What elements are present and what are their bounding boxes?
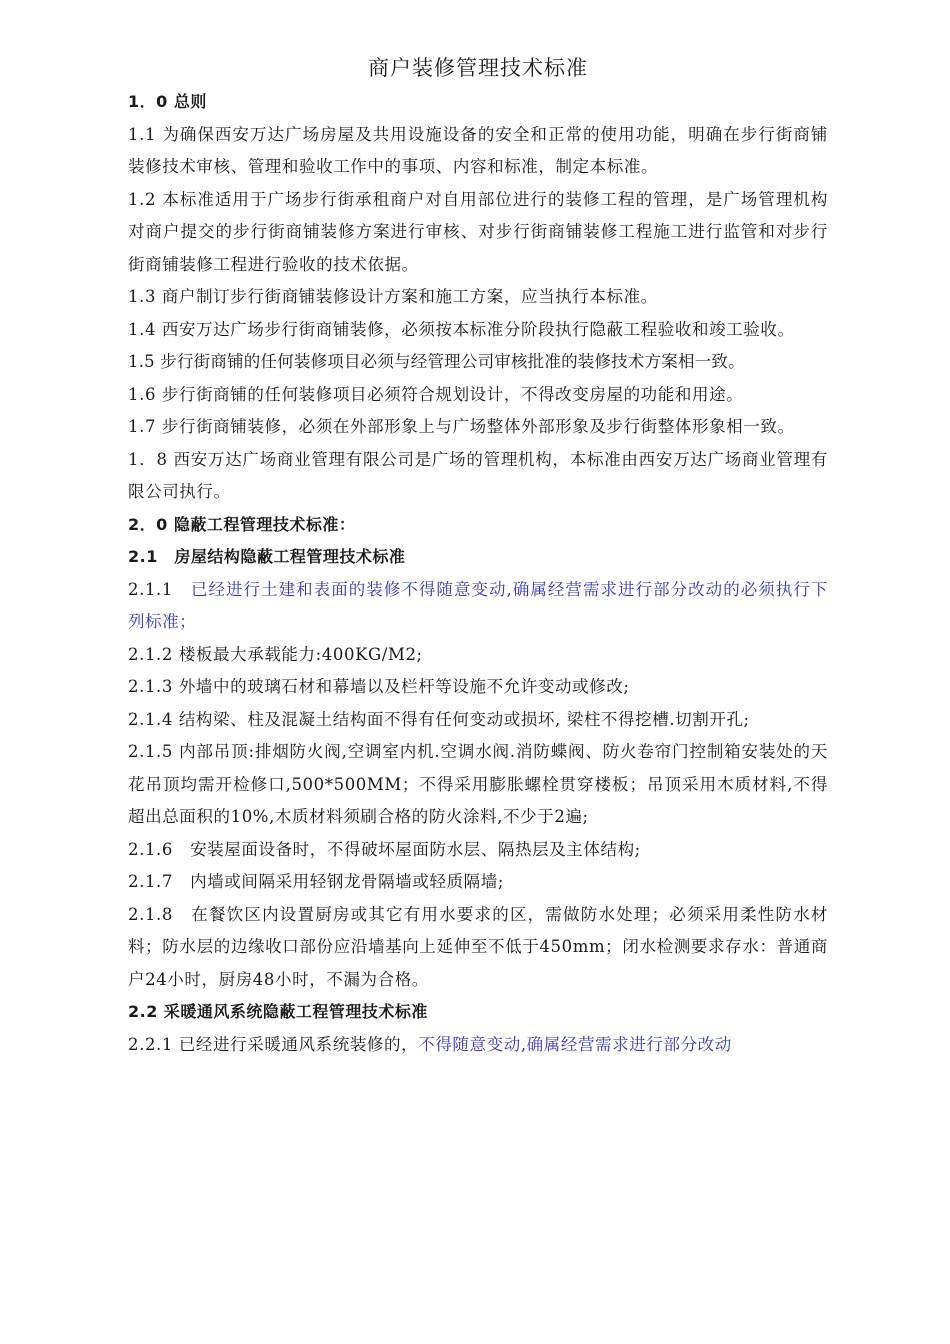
document-title: 商户装修管理技术标准 bbox=[368, 56, 588, 80]
section-1-heading: 1．0 总则 bbox=[128, 92, 207, 111]
paragraph-1-5: 1.5 步行街商铺的任何装修项目必须与经管理公司审核批准的装修技术方案相一致。 bbox=[128, 352, 745, 371]
paragraph-1-8: 1．8 西安万达广场商业管理有限公司是广场的管理机构，本标准由西安万达广场商业管理有限公司执行。 bbox=[128, 449, 828, 501]
paragraph-2-1-6: 2.1.6 安装屋面设备时，不得破坏屋面防水层、隔热层及主体结构; bbox=[128, 839, 641, 859]
paragraph-1-7: 1.7 步行街商铺装修，必须在外部形象上与广场整体外部形象及步行街整体形象相一致。 bbox=[128, 417, 795, 436]
paragraph-2-1-1-number: 2.1.1 bbox=[128, 579, 191, 599]
paragraph-2-1-1-text: 已经进行土建和表面的装修不得随意变动,确属经营需求进行部分改动的必须执行下列标准； bbox=[128, 579, 828, 631]
paragraph-2-2-1 bbox=[128, 1029, 828, 1062]
section-2-1-heading: 2.1 房屋结构隐蔽工程管理技术标准 bbox=[128, 547, 406, 566]
paragraph-1-6: 1.6 步行街商铺的任何装修项目必须符合规划设计，不得改变房屋的功能和用途。 bbox=[128, 384, 744, 404]
paragraph-2-1-7: 2.1.7 内墙或间隔采用轻钢龙骨隔墙或轻质隔墙; bbox=[128, 872, 505, 891]
paragraph-2-2-1-lead: 2.2.1 已经进行采暖通风系统装修的， bbox=[128, 1034, 419, 1054]
paragraph-1-4: 1.4 西安万达广场步行街商铺装修，必须按本标准分阶段执行隐蔽工程验收和竣工验收。 bbox=[128, 319, 795, 339]
section-2-2-heading: 2.2 采暖通风系统隐蔽工程管理技术标准 bbox=[128, 1002, 428, 1021]
paragraph-1-2: 1.2 本标准适用于广场步行街承租商户对自用部位进行的装修工程的管理，是广场管理机构对商户提交的步行街商铺装修方案进行审核、对步行街商铺装修工程施工进行监管和对步行街商铺装修工程进行验收的技术依据。 bbox=[128, 189, 828, 274]
paragraph-2-1-2: 2.1.2 楼板最大承载能力:400KG/M2; bbox=[128, 644, 423, 664]
document-page bbox=[128, 50, 828, 1061]
paragraph-1-1: 1.1 为确保西安万达广场房屋及共用设施设备的安全和正常的使用功能，明确在步行街商铺装修技术审核、管理和验收工作中的事项、内容和标准，制定本标准。 bbox=[128, 124, 828, 176]
section-2-heading: 2．0 隐蔽工程管理技术标准： bbox=[128, 514, 356, 534]
paragraph-2-1-3: 2.1.3 外墙中的玻璃石材和幕墙以及栏杆等设施不允许变动或修改; bbox=[128, 677, 630, 696]
paragraph-2-1-5: 2.1.5 内部吊顶:排烟防火阀,空调室内机.空调水阀.消防蝶阀、防火卷帘门控制箱安装处的天花吊顶均需开检修口,500*500MM；不得采用膨胀螺栓贯穿楼板；吊顶采用木质材料,不得超出总面积的10%,木质材料须刷合格的防火涂料,不少于2遍; bbox=[128, 742, 828, 826]
paragraph-2-2-1-highlight: 不得随意变动,确属经营需求进行部分改动 bbox=[418, 1034, 732, 1054]
paragraph-2-1-8: 2.1.8 在餐饮区内设置厨房或其它有用水要求的区，需做防水处理；必须采用柔性防水材料；防水层的边缘收口部份应沿墙基向上延伸至不低于450mm；闭水检测要求存水：普通商户24小时，厨房48小时，不漏为合格。 bbox=[128, 904, 828, 989]
paragraph-2-1-1 bbox=[128, 574, 828, 639]
paragraph-1-3: 1.3 商户制订步行街商铺装修设计方案和施工方案，应当执行本标准。 bbox=[128, 287, 658, 306]
paragraph-2-1-4: 2.1.4 结构梁、柱及混凝土结构面不得有任何变动或损坏, 梁柱不得挖槽.切割开孔; bbox=[128, 709, 750, 729]
